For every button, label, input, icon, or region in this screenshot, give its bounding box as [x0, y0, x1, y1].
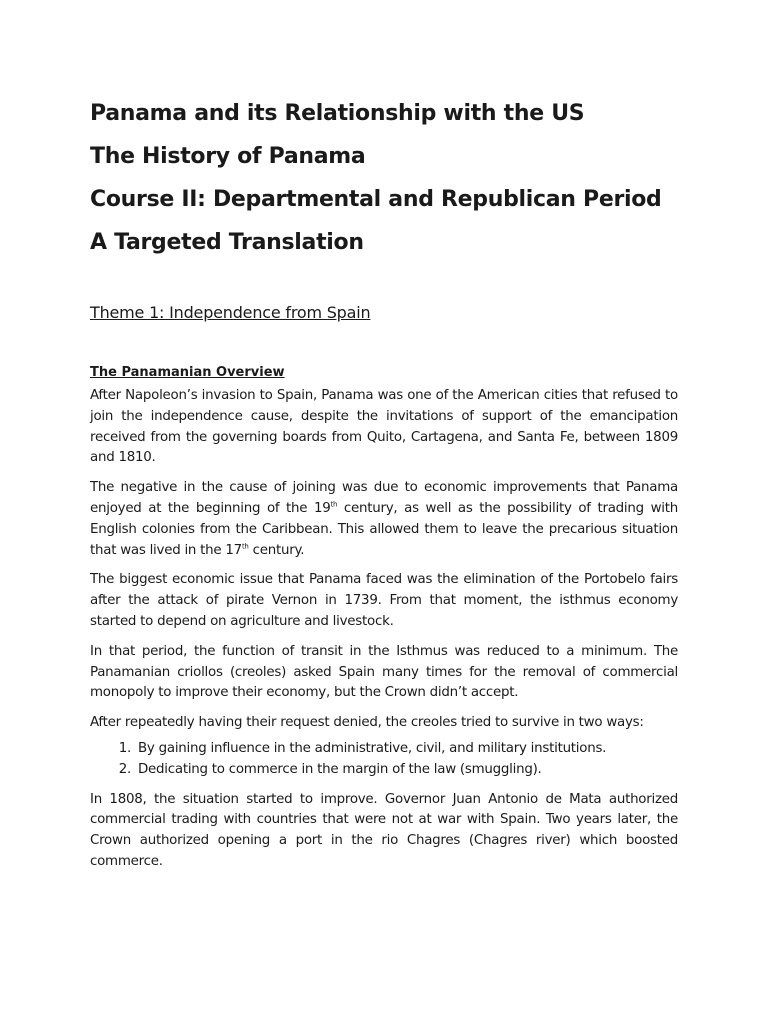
title-line-3: Course II: Departmental and Republican Period [90, 187, 662, 212]
title-line-4: A Targeted Translation [90, 230, 364, 255]
title-line-1: Panama and its Relationship with the US [90, 101, 585, 126]
paragraph-2-part-a: The negative in the cause of joining was due to economic improvements that Panama enjoyed at the beginning of the 19 [90, 480, 678, 516]
title-line-2: The History of Panama [90, 144, 366, 169]
numbered-list [90, 739, 678, 781]
paragraph-3: The biggest economic issue that Panama faced was the elimination of the Portobelo fairs after the attack of pirate Vernon in 1739. From that moment, the isthmus economy started to depend on agriculture and livestock. [90, 572, 678, 629]
paragraph-4: In that period, the function of transit in the Isthmus was reduced to a minimum. The Panamanian criollos (creoles) asked Spain many times for the removal of commercial monopoly to improve their economy, but the Crown didn’t accept. [90, 643, 678, 701]
list-item: 1. By gaining influence in the administrative, civil, and military institutions. [135, 739, 678, 760]
theme-heading: Theme 1: Independence from Spain [90, 303, 371, 322]
paragraph-2-part-b: century, as well as the possibility of trading with English colonies from the Caribbean. This allowed them to leave the precarious situation that was lived in the 17 [90, 500, 678, 558]
document-page [90, 92, 678, 873]
paragraph-5: After repeatedly having their request denied, the creoles tried to survive in two ways: [90, 715, 644, 731]
list-item: 2. Dedicating to commerce in the margin of the law (smuggling). [135, 760, 678, 781]
document-title-block [90, 92, 678, 264]
section-heading: The Panamanian Overview [90, 365, 285, 380]
superscript-th-1: th [330, 500, 338, 509]
paragraph-2-part-c: century. [248, 542, 305, 558]
superscript-th-2: th [241, 542, 249, 551]
paragraph-1: After Napoleon’s invasion to Spain, Panama was one of the American cities that refused to join the independence cause, despite the invitations of support of the emancipation received from the governing boards from Quito, Cartagena, and Santa Fe, between 1809 and 1810. [90, 388, 678, 466]
paragraph-2 [90, 478, 678, 561]
paragraph-6: In 1808, the situation started to improve. Governor Juan Antonio de Mata authorized commercial trading with countries that were not at war with Spain. Two years later, the Crown authorized opening a port in the rio Chagres (Chagres river) which boosted commerce. [90, 791, 678, 869]
